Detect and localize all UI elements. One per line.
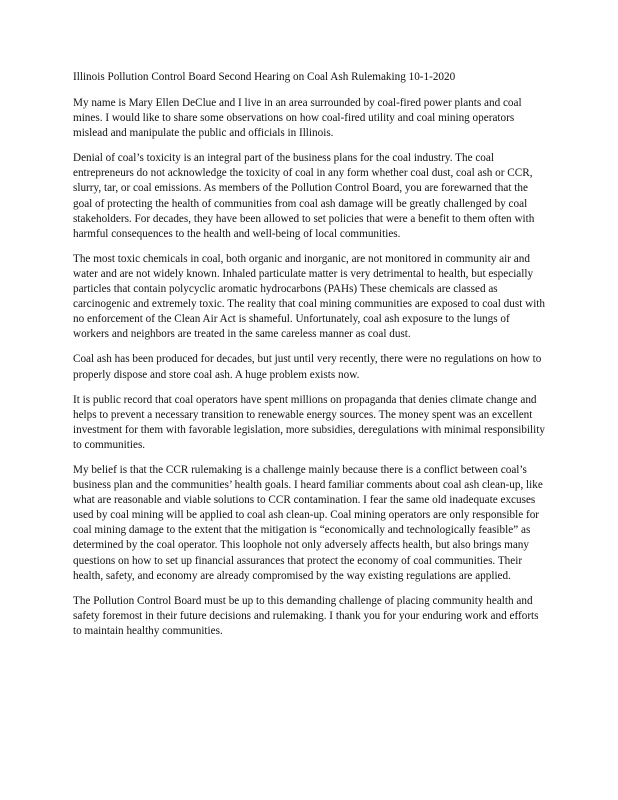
paragraph-introduction: My name is Mary Ellen DeClue and I live in an area surrounded by coal-fired power plants and coal mines. I would like to share some observations on how coal-fired utility and coal mining operators mislead and manipulate the public and officials in Illinois. <box>73 97 522 140</box>
paragraph-coal-ash-regulation: Coal ash has been produced for decades, but just until very recently, there were no regulations on how to properly dispose and store coal ash. A huge problem exists now. <box>73 353 542 381</box>
paragraph-ccr-rulemaking: My belief is that the CCR rulemaking is a challenge mainly because there is a conflict between coal’s business plan and the communities’ health goals. I heard familiar comments about coal ash clean-up, like what are reasonable and viable solutions to CCR contamination. I fear the same old inadequate excuses used by coal mining will be applied to coal ash clean-up. Coal mining operators are only responsible for coal mining damage to the extent that the mitigation is “economically and technologically feasible” as determined by the coal operator. This loophole not only adversely affects health, but also brings many questions on how to set up financial assurances that protect the economy of coal communities. Their health, safety, and economy are already compromised by the way existing regulations are applied. <box>73 463 543 582</box>
paragraph-toxic-chemicals: The most toxic chemicals in coal, both organic and inorganic, are not monitored in community air and water and are not widely known. Inhaled particulate matter is very detrimental to health, but especially particles that contain polycyclic aromatic hydrocarbons (PAHs) These chemicals are classed as carcinogenic and extremely toxic. The reality that coal mining communities are exposed to coal dust with no enforcement of the Clean Air Act is shameful. Unfortunately, coal ash exposure to the lungs of workers and neighbors are treated in the same careless manner as coal dust. <box>73 252 546 341</box>
document-title: Illinois Pollution Control Board Second Hearing on Coal Ash Rulemaking 10-1-2020 <box>73 71 456 83</box>
paragraph-closing: The Pollution Control Board must be up to this demanding challenge of placing community health and safety foremost in their future decisions and rulemaking. I thank you for your enduring work and efforts to maintain healthy communities. <box>73 594 539 637</box>
document-body <box>73 70 545 649</box>
paragraph-propaganda: It is public record that coal operators have spent millions on propaganda that denies climate change and helps to prevent a necessary transition to renewable energy sources. The money spent was an excellent investment for them with favorable legislation, more subsidies, deregulations with minimal responsibility to communities. <box>73 393 545 451</box>
paragraph-denial-of-toxicity: Denial of coal’s toxicity is an integral part of the business plans for the coal industry. The coal entrepreneurs do not acknowledge the toxicity of coal in any form whether coal dust, coal ash or CCR, slurry, tar, or coal emissions. As members of the Pollution Control Board, you are forewarned that the goal of protecting the health of communities from coal ash damage will be greatly challenged by coal stakeholders. For decades, they have been allowed to set policies that were a benefit to them often with harmful consequences to the health and well-being of local communities. <box>73 152 535 240</box>
